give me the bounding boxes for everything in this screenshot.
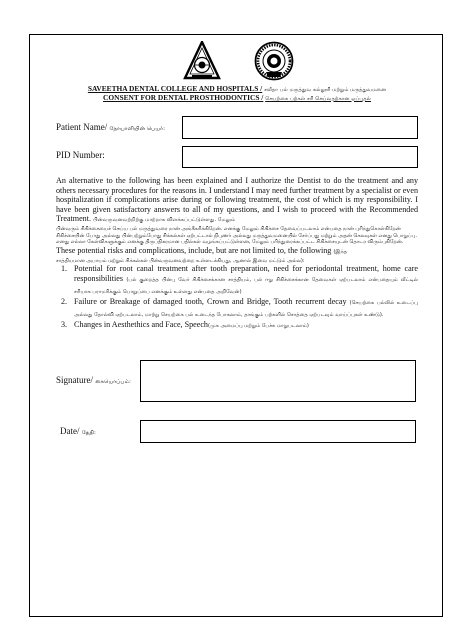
consent-paragraph-2-tamil-inline: (இந்த bbox=[333, 249, 348, 256]
college-emblem-left-logo bbox=[183, 41, 221, 81]
list-item-tamil: (பல் குறைத்த பின்பு வேர் சிகிச்சைக்கான சாத்தியம், பல் ஈறு சிகிச்சைக்கான தேவைகள் ஏற்படலாம் என்பதையும் வீட்டில் சரியாக பராமரிக்கும் பொறுப்பை எனக்கும் உள்ளது என்பதை அறிவேன்) bbox=[74, 276, 418, 295]
pid-label-text: PID Number: bbox=[56, 150, 105, 160]
consent-paragraph-1-tamil: பின்வரும் சிகிச்சையைச் செய்ய பல் மருத்துவரை நான் அங்கீகரிக்கிறேன். எனக்கு மேலும் சிகிச்சை தேவைப்படலாம் என்பதை நான் புரிந்துகொள்கிறேன் சிகிச்சையின் போது அல்லது பின்பற்றும்போது சிக்கல்கள் ஏற்பட்டால் நிபுணர் அல்லது மருத்துவமனையில் சேர்ப்பது மற்றும் அதன் செலவுகள் எனது பொறுப்பு. எனது எல்லா கேள்விகளுக்கும் எனக்கு திருப்திகரமான பதில்கள் வழங்கப்பட்டுள்ளன, மேலும் பரிந்துரைக்கப்பட்ட சிகிச்சையுடன் தொடர விரும்புகிறேன். bbox=[56, 225, 417, 246]
patient-name-label-text: Patient Name/ bbox=[56, 122, 108, 132]
signature-label-text: Signature/ bbox=[56, 375, 93, 385]
risks-list bbox=[56, 264, 418, 332]
pid-label bbox=[56, 150, 105, 160]
date-label-tamil: தேதி: bbox=[81, 430, 96, 436]
consent-paragraph-2: These potential risks and complications, include, but are not limited to, the following (இந்த bbox=[56, 246, 348, 256]
consent-title-tamil: செயற்கை பற்கள் சரி செய்வதற்கான ஒப்புதல் bbox=[265, 96, 371, 102]
list-item-number: 1. bbox=[61, 264, 68, 274]
university-seal-right-logo bbox=[254, 41, 294, 81]
list-item-text: Potential for root canal treatment after tooth preparation, need for periodontal treatment, home care responsibilities bbox=[74, 264, 418, 283]
college-name-header bbox=[40, 84, 434, 93]
date-field[interactable] bbox=[140, 420, 416, 443]
date-label bbox=[60, 426, 96, 437]
consent-body bbox=[56, 176, 418, 332]
list-item-number: 3. bbox=[61, 320, 68, 330]
list-item-tamil: (முக அமைப்பு மற்றும் பேச்சு மாறுபடலாம்) bbox=[207, 323, 309, 330]
patient-name-label-tamil: நோயாளியின் பெயர்: bbox=[109, 126, 165, 132]
list-item bbox=[56, 320, 418, 332]
consent-paragraph-2-tamil: சாத்தியமான அபாயம் மற்றும் சிக்கல்கள் பின்வருவனவற்றை உள்ளடக்கியது, ஆனால் இவை மட்டும் அல்ல): bbox=[56, 257, 305, 264]
date-label-text: Date/ bbox=[60, 426, 80, 436]
consent-paragraph-1-tamil-inline: பின்வருவனவற்றிற்கு மாற்றாக விளக்கப்பட்டுள்ளது. மேலும் bbox=[93, 217, 236, 224]
consent-title: CONSENT FOR DENTAL PROSTHODONTICS / bbox=[103, 93, 264, 102]
list-item-text: Changes in Aesthethics and Face, Speech bbox=[74, 320, 208, 330]
signature-label bbox=[56, 375, 131, 386]
list-item bbox=[56, 297, 418, 320]
patient-name-field[interactable] bbox=[182, 116, 418, 139]
consent-title-header bbox=[40, 93, 434, 102]
signature-label-tamil: கையொப்பம்: bbox=[95, 379, 131, 385]
patient-name-label bbox=[56, 122, 165, 133]
signature-field[interactable] bbox=[140, 360, 416, 402]
pid-number-field[interactable] bbox=[182, 146, 418, 168]
list-item-tamil: (செயற்கை பல்லில் உடைப்பு அல்லது தோல்வி ஏற்படலாம், மாற்று செயற்கை பல் உடைந்த போகலாம், தாங்கும் பற்களில் சொத்தை ஏற்படவும் வாய்ப்புகள் உண்டு). bbox=[74, 300, 419, 318]
college-name: SAVEETHA DENTAL COLLEGE AND HOSPITALS / bbox=[87, 84, 263, 93]
list-item-number: 2. bbox=[61, 297, 68, 307]
college-name-tamil: சவீதா பல் மருத்துவ கல்லூரி மற்றும் மருத்துவமனை bbox=[264, 87, 387, 93]
consent-paragraph-1: An alternative to the following has been explained and I authorize the Dentist to do the treatment and any others necessary procedures for the reasons in. I understand I may need further treatment by a specialist or even hospitalization if complications arise during or following treatment, the cost of which is my responsibility. I have been given satisfactory answers to all of my questions, and I wish to proceed with the Recommended Treatment. பின்வருவனவற்றிற்கு மாற்றாக விளக்கப்பட்டுள்ளது. மேலும் bbox=[56, 176, 418, 224]
list-item bbox=[56, 264, 418, 297]
list-item-text: Failure or Breakage of damaged tooth, Crown and Bridge, Tooth recurrent decay bbox=[74, 297, 347, 307]
